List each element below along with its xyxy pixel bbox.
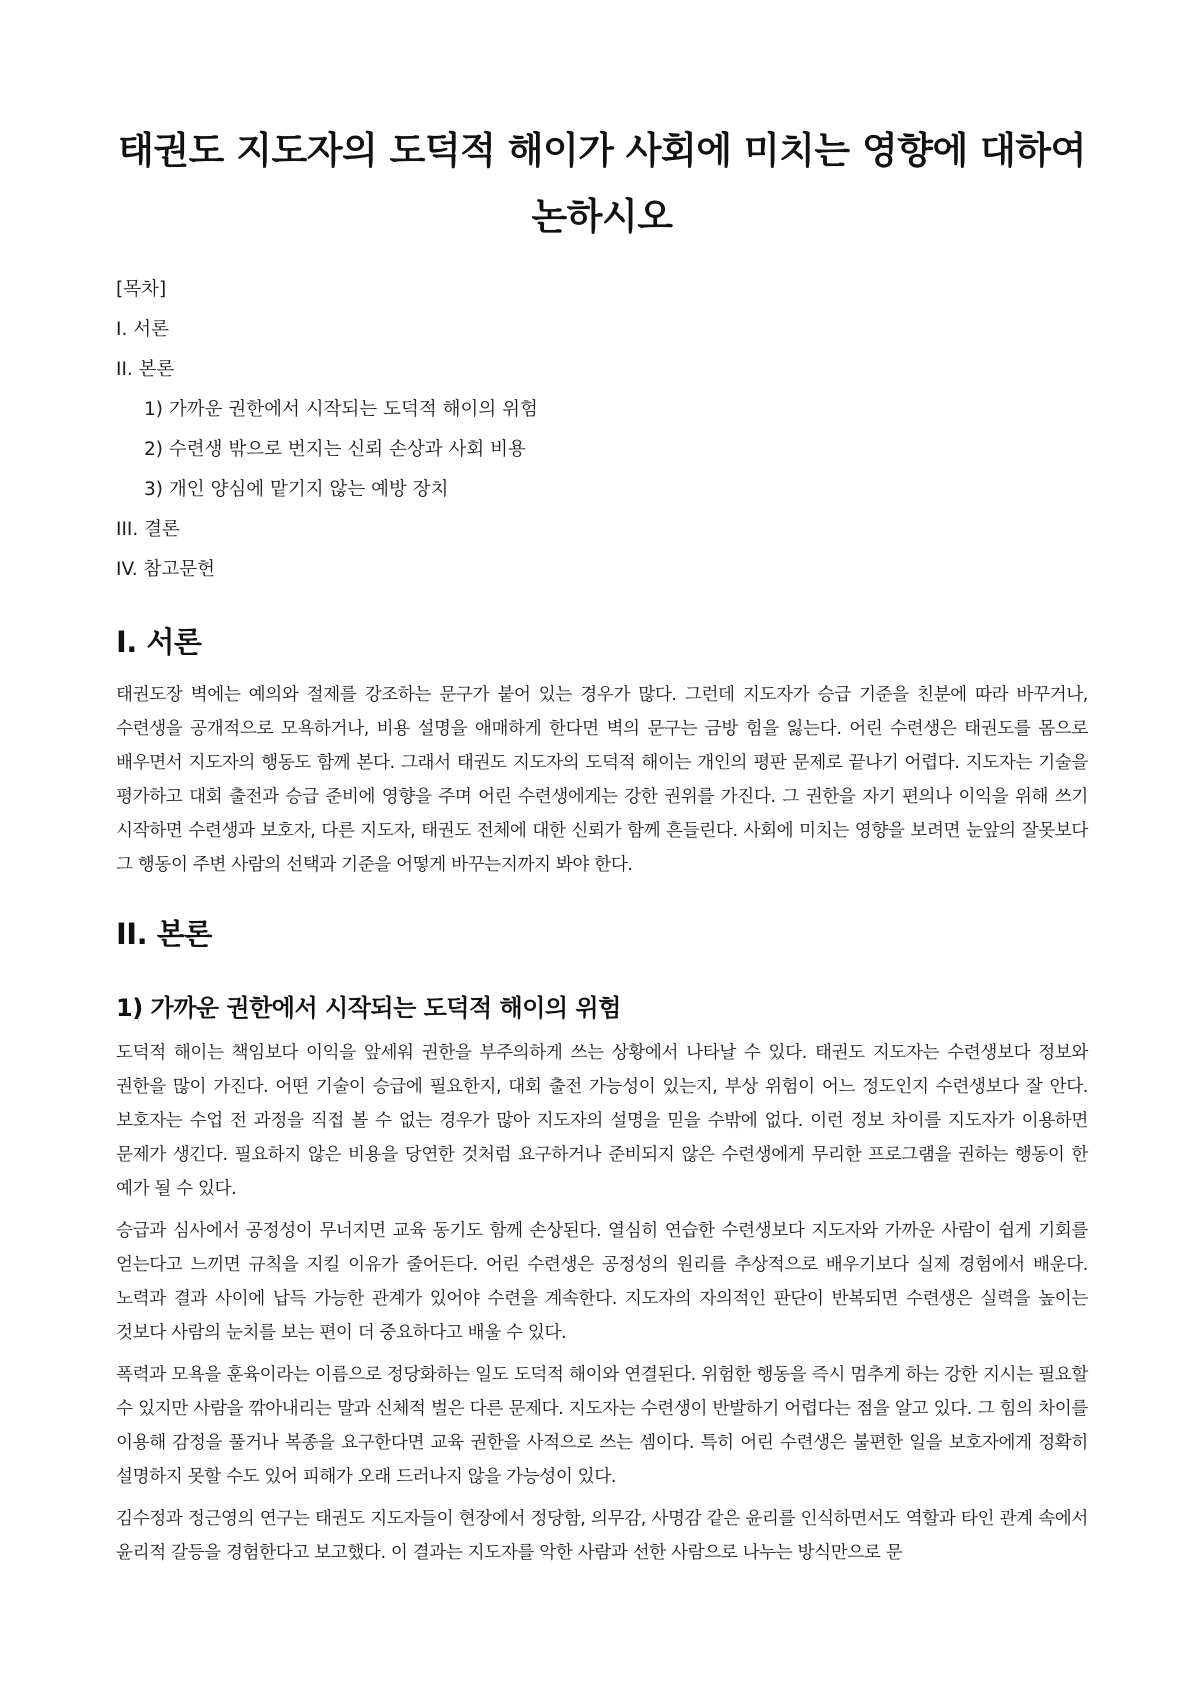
intro-paragraph: 태권도장 벽에는 예의와 절제를 강조하는 문구가 붙어 있는 경우가 많다. 그런데 지도자가 승급 기준을 친분에 따라 바꾸거나, 수련생을 공개적으로 모욕하거나, 비용 설명을 애매하게 한다면 벽의 문구는 금방 힘을 잃는다. 어린 수련생은 태권도를 몸으로 배우면서 지도자의 행동도 함께 본다. 그래서 태권도 지도자의 도덕적 해이는 개인의 평판 문제로 끝나기 어렵다. 지도자는 기술을 평가하고 대회 출전과 승급 준비에 영향을 주며 어린 수련생에게는 강한 권위를 가진다. 그 권한을 자기 편의나 이익을 위해 쓰기 시작하면 수련생과 보호자, 다른 지도자, 태권도 전체에 대한 신뢰가 함께 흔들린다. 사회에 미치는 영향을 보려면 눈앞의 잘못보다 그 행동이 주변 사람의 선택과 기준을 어떻게 바꾸는지까지 봐야 한다. <box>116 685 1088 875</box>
body-paragraph: 김수정과 정근영의 연구는 태권도 지도자들이 현장에서 정당함, 의무감, 사명감 같은 윤리를 인식하면서도 역할과 타인 관계 속에서 윤리적 갈등을 경험한다고 보고했다. 이 결과는 지도자를 악한 사람과 선한 사람으로 나누는 방식만으로 문 <box>116 1509 1088 1563</box>
title-line-1: 태권도 지도자의 도덕적 해이가 사회에 미치는 영향에 대하여 <box>118 129 1086 172</box>
toc-heading: [목차] <box>116 279 167 300</box>
toc-item-references: IV. 참고문헌 <box>116 559 215 580</box>
toc-item-body-3: 3) 개인 양심에 맡기지 않는 예방 장치 <box>144 479 449 500</box>
toc-item-body-1: 1) 가까운 권한에서 시작되는 도덕적 해이의 위험 <box>144 399 538 420</box>
body-paragraph: 승급과 심사에서 공정성이 무너지면 교육 동기도 함께 손상된다. 열심히 연습한 수련생보다 지도자와 가까운 사람이 쉽게 기회를 얻는다고 느끼면 규칙을 지킬 이유가 줄어든다. 어린 수련생은 공정성의 원리를 추상적으로 배우기보다 실제 경험에서 배운다. 노력과 결과 사이에 납득 가능한 관계가 있어야 수련을 계속한다. 지도자의 자의적인 판단이 반복되면 수련생은 실력을 높이는 것보다 사람의 눈치를 보는 편이 더 중요하다고 배울 수 있다. <box>116 1221 1088 1343</box>
toc-item-conclusion: III. 결론 <box>116 519 180 540</box>
title-line-2: 논하시오 <box>531 195 673 238</box>
subsection-heading-1: 1) 가까운 권한에서 시작되는 도덕적 해이의 위험 <box>116 994 621 1022</box>
section-heading-body: II. 본론 <box>116 917 212 951</box>
section-heading-intro: I. 서론 <box>116 625 202 659</box>
body-paragraph: 도덕적 해이는 책임보다 이익을 앞세워 권한을 부주의하게 쓰는 상황에서 나타날 수 있다. 태권도 지도자는 수련생보다 정보와 권한을 많이 가진다. 어떤 기술이 승급에 필요한지, 대회 출전 가능성이 있는지, 부상 위험이 어느 정도인지 수련생보다 잘 안다. 보호자는 수업 전 과정을 직접 볼 수 없는 경우가 많아 지도자의 설명을 믿을 수밖에 없다. 이런 정보 차이를 지도자가 이용하면 문제가 생긴다. 필요하지 않은 비용을 당연한 것처럼 요구하거나 준비되지 않은 수련생에게 무리한 프로그램을 권하는 행동이 한 예가 될 수 있다. <box>116 1043 1088 1199</box>
toc-item-intro: I. 서론 <box>116 319 169 340</box>
toc-item-body-2: 2) 수련생 밖으로 번지는 신뢰 손상과 사회 비용 <box>144 439 526 460</box>
table-of-contents <box>116 270 1088 590</box>
toc-item-body: II. 본론 <box>116 359 175 380</box>
document-title <box>116 118 1088 250</box>
body-paragraph: 폭력과 모욕을 훈육이라는 이름으로 정당화하는 일도 도덕적 해이와 연결된다. 위험한 행동을 즉시 멈추게 하는 강한 지시는 필요할 수 있지만 사람을 깎아내리는 말과 신체적 벌은 다른 문제다. 지도자는 수련생이 반발하기 어렵다는 점을 알고 있다. 그 힘의 차이를 이용해 감정을 풀거나 복종을 요구한다면 교육 권한을 사적으로 쓰는 셈이다. 특히 어린 수련생은 불편한 일을 보호자에게 정확히 설명하지 못할 수도 있어 피해가 오래 드러나지 않을 가능성이 있다. <box>116 1365 1088 1487</box>
